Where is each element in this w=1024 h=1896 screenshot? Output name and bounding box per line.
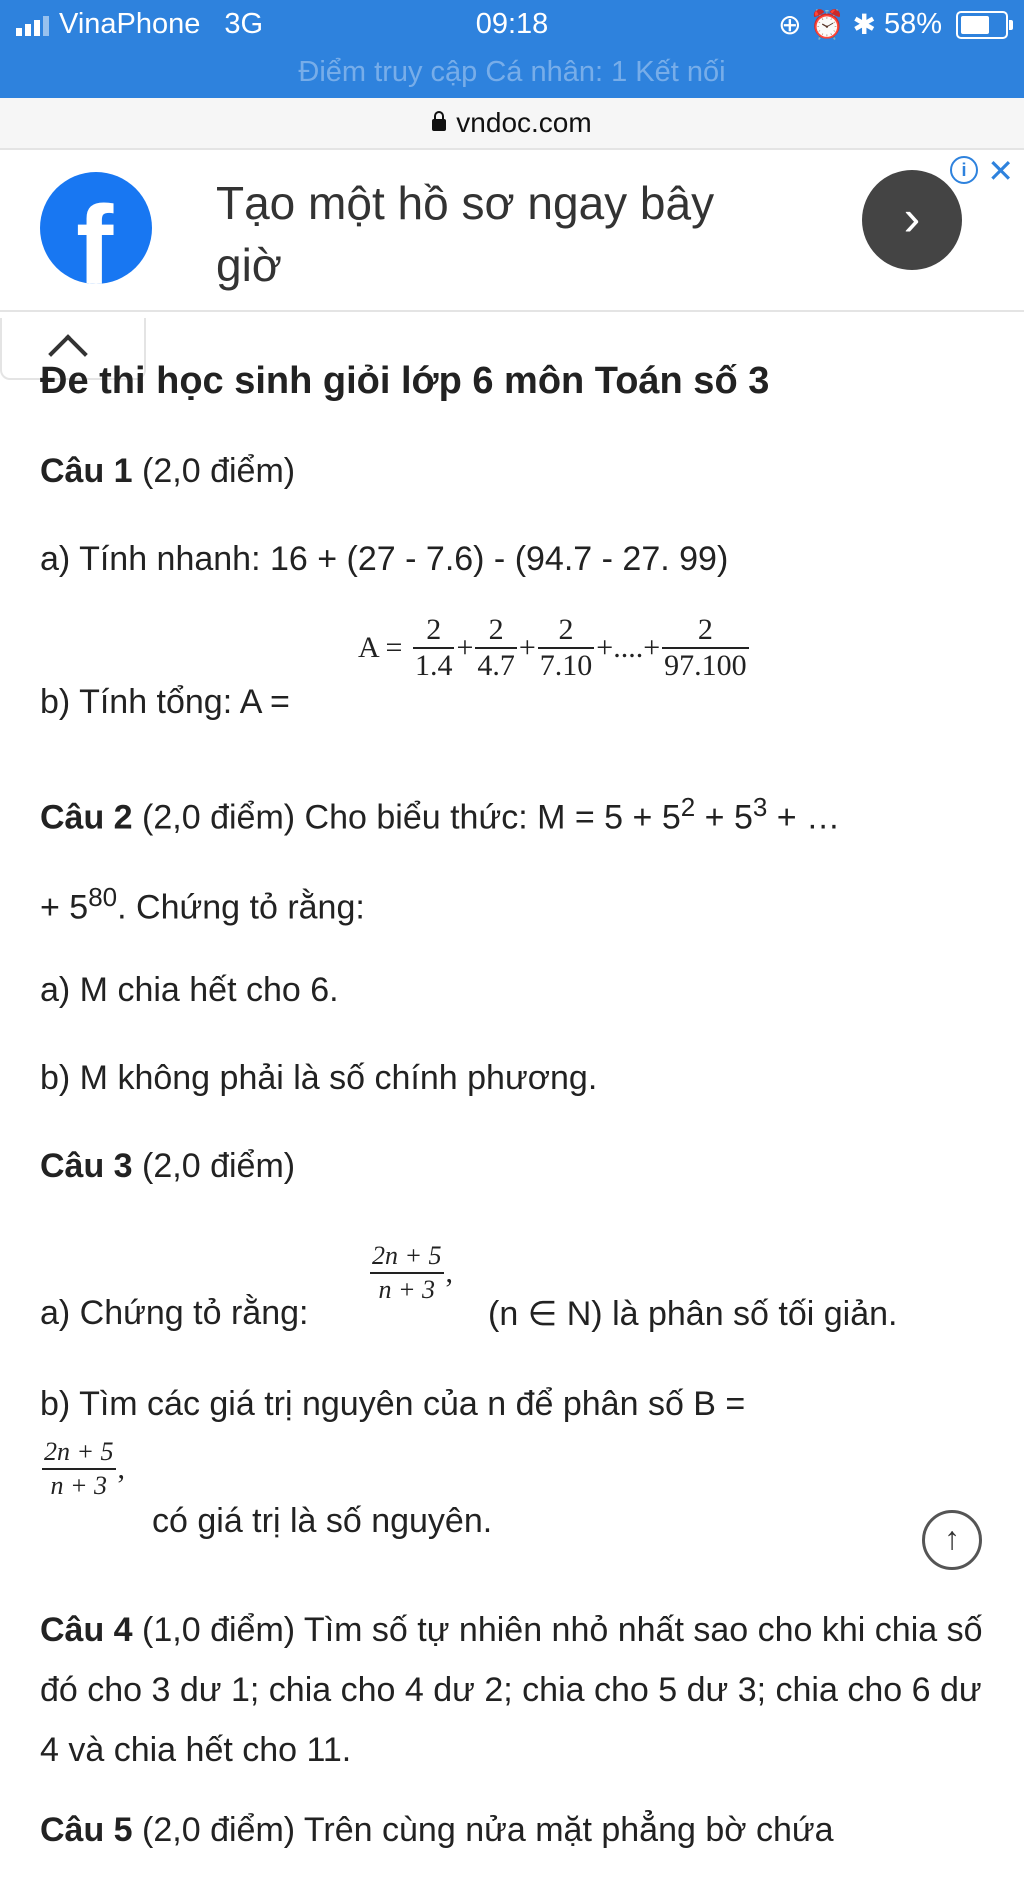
article-title: Đe thi học sinh giỏi lớp 6 môn Toán số 3 [40, 360, 770, 402]
ad-headline[interactable]: Tạo một hồ sơ ngay bây giờ [216, 177, 715, 291]
ad-info-icon[interactable]: i [950, 156, 978, 184]
formula-lhs: A = [358, 631, 403, 664]
network-type: 3G [224, 8, 264, 40]
rotation-lock-icon: ⊕ [778, 9, 802, 40]
fraction-term: $\frac{2}{97.100}$ [664, 613, 747, 682]
question-3b-label: b) Tìm các giá trị nguyên của n để phân số B = [40, 1384, 746, 1423]
facebook-logo-icon: f [40, 172, 152, 284]
question-2b: b) M không phải là số chính phương. [40, 1058, 598, 1097]
question-2: Câu 2 (2,0 điểm) Cho biểu thức: $M = 5 + 5^2 + 5^3$ + … + $5^{80}$. Chứng tỏ rằng: [40, 792, 841, 927]
fraction-term: $\frac{2}{4.7}$ [477, 613, 515, 682]
question-label: Câu 4 [40, 1610, 133, 1649]
question-4: Câu 4 (1,0 điểm) Tìm số tự nhiên nhỏ nhất sao cho khi chia số đó cho 3 dư 1; chia cho 4 dư 2; chia cho 5 dư 3; chia cho 6 dư 4 và chia hết cho 11. [40, 1610, 983, 1769]
scroll-to-top-button[interactable]: ↑ [922, 1510, 982, 1570]
fraction-term: $\frac{2n + 5}{n + 3}$ , [372, 1240, 454, 1304]
question-1b [40, 613, 990, 721]
fraction-term: $\frac{2}{7.10}$ [539, 613, 593, 682]
fraction-term: $\frac{2}{1.4}$ [414, 613, 453, 682]
url-text: vndoc.com [456, 107, 592, 138]
fraction-term: $\frac{2n + 5}{n + 3}$ , [44, 1436, 126, 1500]
status-bar [0, 0, 1024, 98]
hotspot-banner[interactable]: Điểm truy cập Cá nhân: 1 Kết nối [298, 56, 726, 88]
lock-icon [432, 119, 446, 131]
question-3b: $\frac{2n + 5}{n + 3}$ , có giá trị là số nguyên. [40, 1456, 990, 1560]
question-label: Câu 1 [40, 452, 133, 490]
question-label: Câu 5 [40, 1810, 133, 1849]
alarm-icon: ⏰ [809, 9, 845, 40]
question-5: Câu 5 (2,0 điểm) Trên cùng nửa mặt phẳng bờ chứa [40, 1810, 834, 1849]
question-3-header [40, 1144, 990, 1188]
carrier-name: VinaPhone [59, 8, 201, 40]
question-1a: a) Tính nhanh: 16 + (27 - 7.6) - (94.7 - 27. 99) [40, 540, 729, 578]
battery-percent: 58% [883, 8, 942, 40]
status-right [778, 8, 1008, 41]
battery-icon [956, 11, 1008, 39]
question-label: Câu 3 [40, 1146, 133, 1185]
ad-close-icon[interactable]: ✕ [987, 153, 1014, 189]
question-label: Câu 2 [40, 798, 133, 837]
sum-formula: A = $\frac{2}{1.4}$ + $\frac{2}{4.7}$ + $\frac{2}{7.10}$ +....+ $\frac{2}{97.100}$ [358, 613, 747, 682]
article-content [40, 360, 990, 1896]
question-1-header [40, 449, 990, 493]
address-bar[interactable] [0, 98, 1024, 148]
ad-arrow-button[interactable]: › [862, 170, 962, 270]
bluetooth-icon: ✱ [852, 9, 876, 40]
question-2a: a) M chia hết cho 6. [40, 970, 339, 1009]
question-3a: a) Chứng tỏ rằng: $\frac{2n + 5}{n + 3}$ , (n ∈ N) là phân số tối giản. [40, 1240, 898, 1333]
question-score: (2,0 điểm) [142, 452, 296, 490]
question-1b-label: b) Tính tổng: A = [40, 683, 290, 721]
clock: 09:18 [475, 8, 549, 40]
question-score: (2,0 điểm) [142, 1146, 296, 1185]
